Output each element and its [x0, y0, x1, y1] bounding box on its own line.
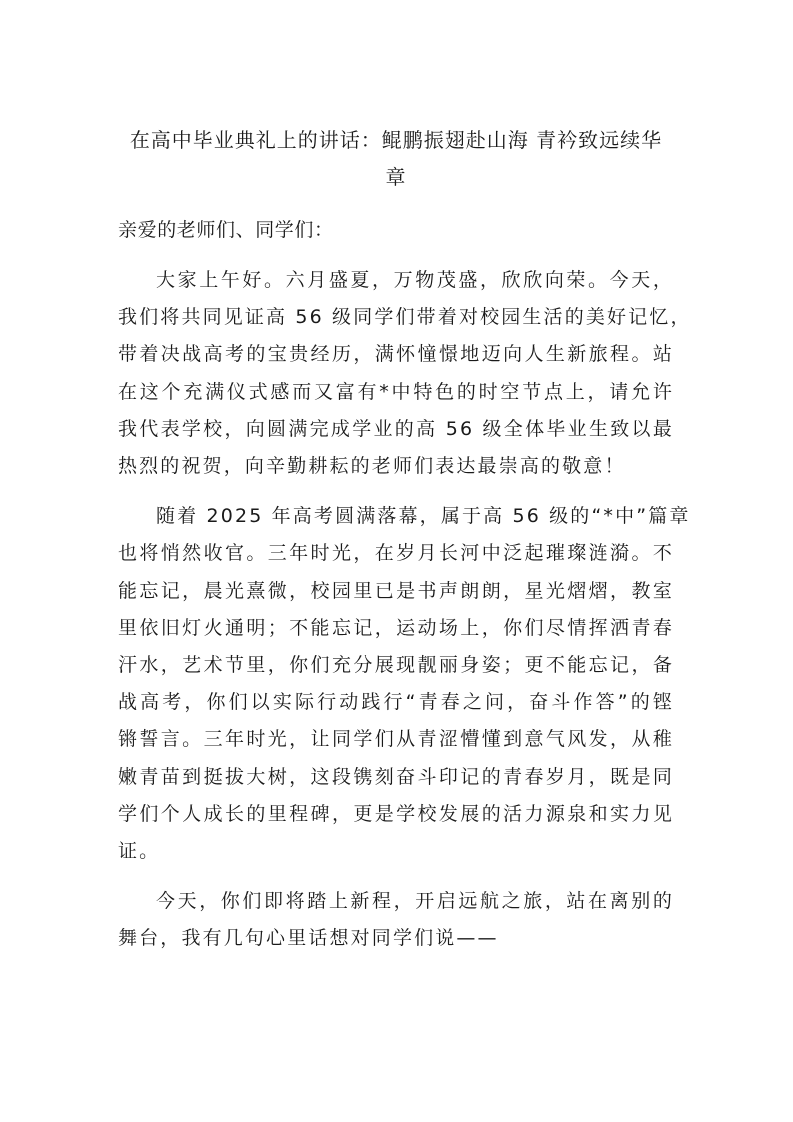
document-page: [118, 122, 692, 958]
text-line: 能忘记，晨光熹微，校园里已是书声朗朗，星光熠熠，教室: [118, 579, 674, 602]
paragraph-memories: [118, 498, 691, 870]
document-title: [118, 122, 674, 196]
title-line: 章: [385, 165, 407, 189]
text-line: 证。: [118, 840, 161, 863]
paragraph-greeting: [118, 262, 692, 485]
text-line: 舞台，我有几句心里话想对同学们说——: [118, 927, 499, 950]
salutation: 亲爱的老师们、同学们：: [118, 219, 334, 241]
text-line: 学们个人成长的里程碑，更是学校发展的活力源泉和实力见: [118, 802, 674, 825]
text-line: 在这个充满仪式感而又富有*中特色的时空节点上，请允许: [118, 380, 674, 403]
text-line: 大家上午好。六月盛夏，万物茂盛，欣欣向荣。今天，: [156, 269, 674, 291]
text-line: 我们将共同见证高 56 级同学们带着对校园生活的美好记忆，: [118, 306, 692, 329]
text-line: 随着 2025 年高考圆满落幕，属于高 56 级的“*中”篇章: [156, 505, 691, 528]
text-line: 嫩青苗到挺拔大树，这段镌刻奋斗印记的青春岁月，既是同: [118, 765, 674, 788]
text-line: 带着决战高考的宝贵经历，满怀憧憬地迈向人生新旅程。站: [118, 343, 674, 366]
text-line: 里依旧灯火通明；不能忘记，运动场上，你们尽情挥洒青春: [118, 616, 674, 639]
text-line: 热烈的祝贺，向辛勤耕耘的老师们表达最崇高的敬意！: [118, 455, 626, 478]
paragraph-farewell: [118, 883, 674, 957]
text-line: 也将悄然收官。三年时光，在岁月长河中泛起璀璨涟漪。不: [118, 542, 674, 565]
text-line: 战高考，你们以实际行动践行“青春之问，奋斗作答”的铿: [118, 691, 674, 714]
text-line: 锵誓言。三年时光，让同学们从青涩懵懂到意气风发，从稚: [118, 728, 674, 751]
text-line: 今天，你们即将踏上新程，开启远航之旅，站在离别的: [156, 890, 674, 913]
text-line: 汗水，艺术节里，你们充分展现靓丽身姿；更不能忘记，备: [118, 654, 674, 677]
title-line: 在高中毕业典礼上的讲话：鲲鹏振翅赴山海 青衿致远续华: [129, 128, 663, 152]
text-line: 我代表学校，向圆满完成学业的高 56 级全体毕业生致以最: [118, 417, 674, 440]
